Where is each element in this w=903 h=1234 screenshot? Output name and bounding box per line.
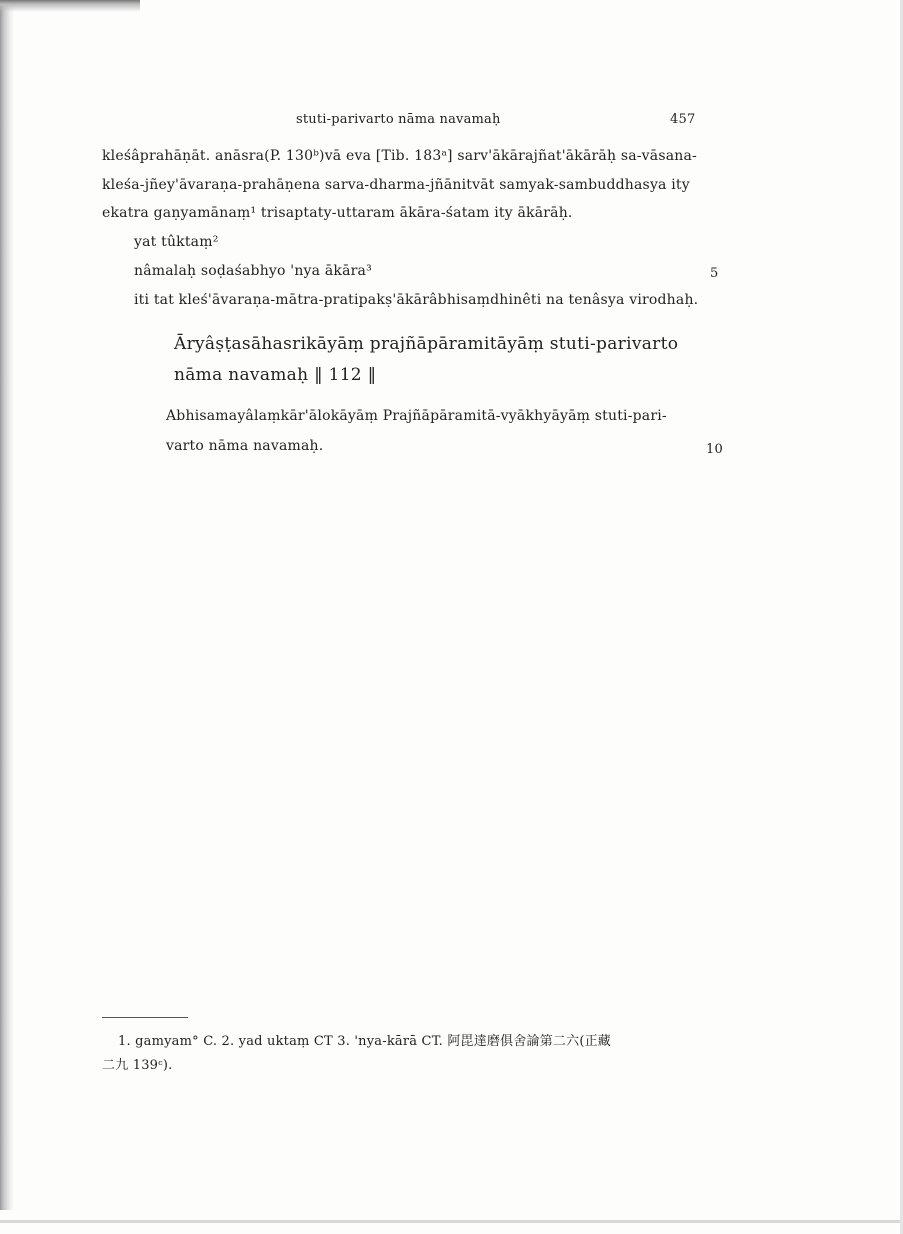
scan-edge-top [0,0,140,12]
commentary-colophon-line-1: Abhisamayâlaṃkār'ālokāyāṃ Prajñāpāramitā-vyākhyāyāṃ stuti-pari- [166,408,667,424]
body-line-3: ekatra gaṇyamānaṃ¹ trisaptaty-uttaram ākāra-śatam ity ākārāḥ. [102,205,573,221]
colophon-line-1: Āryâṣṭasāhasrikāyāṃ prajñāpāramitāyāṃ stuti-parivarto [174,334,679,354]
body-line-1: kleśâprahāṇāt. anāsra(P. 130ᵇ)vā eva [Tib. 183ᵃ] sarv'ākārajñat'ākārāḥ sa-vāsana- [102,148,697,164]
body-line-2: kleśa-jñey'āvaraṇa-prahāṇena sarva-dharma-jñānitvāt samyak-sambuddhasya ity [102,177,690,193]
line-number-10: 10 [706,442,723,457]
commentary-colophon-line-2: varto nāma navamaḥ. [166,438,324,454]
footnote-line-1: 1. gamyam° C. 2. yad uktaṃ CT 3. 'nya-kārā CT. 阿毘達磨俱舍論第二六(正藏 [118,1034,611,1049]
scan-edge-left [0,0,14,1210]
body-line-4: yat tûktaṃ² [134,234,219,250]
footnote-rule [102,1017,188,1018]
body-line-5: nâmalaḥ soḍaśabhyo 'nya ākāra³ [134,263,372,279]
running-head: stuti-parivarto nāma navamaḥ [296,112,501,127]
line-number-5: 5 [710,266,719,281]
scan-edge-bottom [0,1220,903,1223]
body-line-6: iti tat kleś'āvaraṇa-mātra-pratipakṣ'ākārâbhisaṃdhinêti na tenâsya virodhaḥ. [134,292,699,308]
colophon-line-2: nāma navamaḥ ‖ 112 ‖ [174,365,377,385]
page-number: 457 [670,112,696,127]
footnote-line-2: 二九 139ᶜ). [102,1058,173,1073]
